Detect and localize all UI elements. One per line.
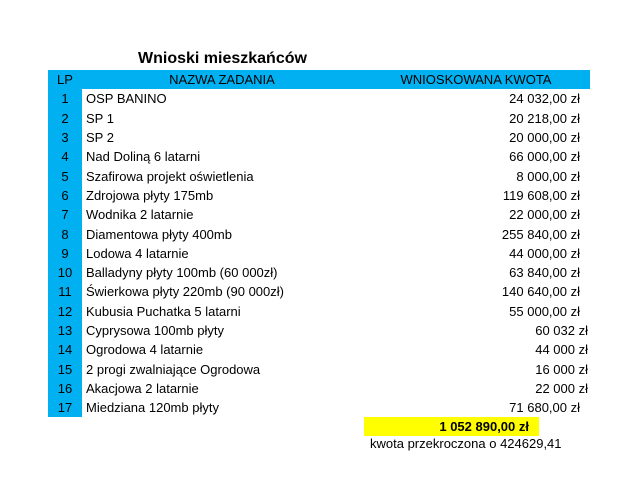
total-amount-cell[interactable]: 1 052 890,00 zł [364,417,539,436]
row-amount-cell[interactable]: 44 000,00 zł [509,245,580,261]
row-amount-cell[interactable]: 8 000,00 zł [516,168,580,184]
table-row [48,244,590,263]
header-requested-amount[interactable]: WNIOSKOWANA KWOTA [362,70,590,89]
row-lp-cell[interactable]: 5 [48,166,82,185]
row-lp-cell[interactable]: 6 [48,186,82,205]
row-amount-cell[interactable]: 20 000,00 zł [509,130,580,146]
table-row [48,340,590,359]
table-row [48,398,590,417]
row-lp-cell[interactable]: 14 [48,340,82,359]
row-amount-cell[interactable]: 60 032 zł [535,323,588,338]
row-lp-cell[interactable]: 1 [48,89,82,108]
row-amount-cell[interactable]: 16 000 zł [535,361,588,377]
row-lp-cell[interactable]: 13 [48,321,82,340]
row-lp-cell[interactable]: 10 [48,263,82,282]
table-row [48,128,590,147]
row-amount-cell[interactable]: 22 000,00 zł [509,207,580,223]
row-task-name-cell[interactable]: Nad Doliną 6 latarni [86,149,201,165]
row-amount-cell[interactable]: 66 000,00 zł [509,149,580,165]
row-task-name-cell[interactable]: Akacjowa 2 latarnie [86,380,199,396]
row-lp-cell[interactable]: 16 [48,379,82,398]
row-task-name-cell[interactable]: Diamentowa płyty 400mb [86,226,232,242]
row-lp-cell[interactable]: 11 [48,282,82,301]
row-amount-cell[interactable]: 63 840,00 zł [509,265,580,281]
table-row [48,166,590,185]
row-lp-cell[interactable]: 12 [48,302,82,321]
row-amount-cell[interactable]: 44 000 zł [535,342,588,358]
row-amount-cell[interactable]: 140 640,00 zł [501,284,580,300]
row-lp-cell[interactable]: 9 [48,244,82,263]
table-row [48,205,590,224]
table-row [48,321,590,340]
row-amount-cell[interactable]: 20 218,00 zł [509,110,580,126]
row-task-name-cell[interactable]: OSP BANINO [86,91,167,107]
row-lp-cell[interactable]: 4 [48,147,82,166]
requests-table [48,70,590,417]
row-amount-cell[interactable]: 55 000,00 zł [509,303,580,319]
row-task-name-cell[interactable]: SP 1 [86,110,114,126]
row-lp-cell[interactable]: 15 [48,359,82,378]
row-amount-cell[interactable]: 119 608,00 zł [502,187,580,203]
table-row [48,263,590,282]
row-task-name-cell[interactable]: Wodnika 2 latarnie [86,207,194,223]
row-task-name-cell[interactable]: Lodowa 4 latarnie [86,245,189,261]
table-row [48,379,590,398]
row-task-name-cell[interactable]: Cyprysowa 100mb płyty [86,323,224,338]
row-task-name-cell[interactable]: Balladyny płyty 100mb (60 000zł) [86,265,278,281]
row-amount-cell[interactable]: 24 032,00 zł [509,91,580,107]
row-task-name-cell[interactable]: SP 2 [86,130,114,146]
table-row [48,359,590,378]
row-task-name-cell[interactable]: Świerkowa płyty 220mb (90 000zł) [86,284,284,300]
sheet-title: Wnioski mieszkańców [138,50,307,67]
row-amount-cell[interactable]: 71 680,00 zł [509,400,580,416]
table-header-row [48,70,590,89]
row-task-name-cell[interactable]: 2 progi zwalniające Ogrodowa [86,361,261,377]
header-task-name[interactable]: NAZWA ZADANIA [82,70,362,89]
table-row [48,224,590,243]
row-lp-cell[interactable]: 8 [48,224,82,243]
row-task-name-cell[interactable]: Miedziana 120mb płyty [86,400,219,416]
row-task-name-cell[interactable]: Ogrodowa 4 latarnie [86,342,204,358]
row-lp-cell[interactable]: 2 [48,109,82,128]
table-row [48,147,590,166]
row-amount-cell[interactable]: 22 000 zł [535,380,588,396]
row-lp-cell[interactable]: 17 [48,398,82,417]
overrun-note[interactable]: kwota przekroczona o 424629,41 [370,436,562,451]
row-amount-cell[interactable]: 255 840,00 zł [501,226,580,242]
table-row [48,282,590,301]
table-row [48,302,590,321]
row-task-name-cell[interactable]: Szafirowa projekt oświetlenia [86,168,254,184]
table-row [48,186,590,205]
header-lp[interactable]: LP [48,70,82,89]
row-lp-cell[interactable]: 7 [48,205,82,224]
row-task-name-cell[interactable]: Zdrojowa płyty 175mb [86,187,214,203]
row-task-name-cell[interactable]: Kubusia Puchatka 5 latarni [86,303,241,319]
table-row [48,109,590,128]
table-row [48,89,590,108]
row-lp-cell[interactable]: 3 [48,128,82,147]
